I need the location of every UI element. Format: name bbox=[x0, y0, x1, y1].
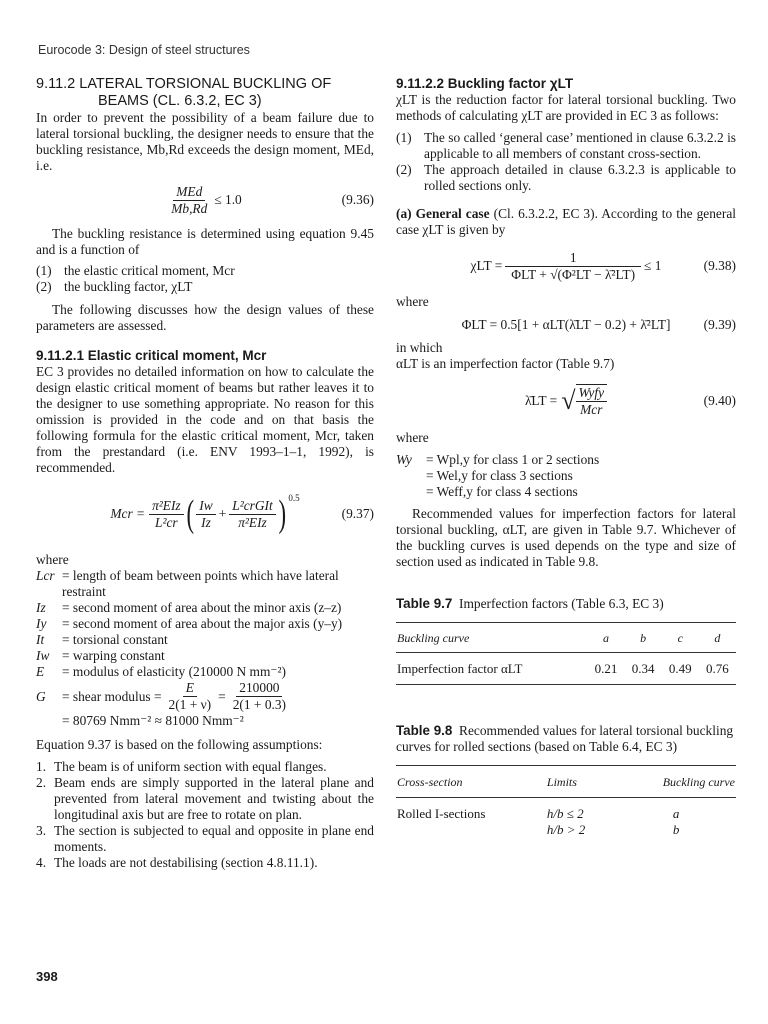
list-item: (1) the elastic critical moment, Mcr bbox=[36, 263, 235, 278]
recommended-values-text: Recommended values for imperfection factors for lateral torsional buckling, αLT, are given in Table 9.7. Whichever of the buckling curves is used depends on the type and size of section used as indicated in Table 9.8. bbox=[396, 506, 736, 569]
subsection-text: EC 3 provides no detailed information on how to calculate the design elastic critical moment of beams but rather leaves it to the designer to use something appropriate. No reason for this omission is provided in the code and on that basis the following formula for the elastic critical moment, Mcr, taken from the prestandard (i.e. ENV 1993–1–1, 1992), is recommended. bbox=[36, 364, 374, 475]
table-header-row: Buckling curve a b c d bbox=[396, 623, 736, 653]
definition-item: Iy = second moment of area about the major axis (y–y) bbox=[36, 616, 343, 631]
buckling-factor-text: χLT is the reduction factor for lateral torsional buckling. Two methods of calculating χLT are provided in EC 3 as follows: bbox=[396, 92, 736, 123]
definitions-list bbox=[36, 568, 374, 729]
shear-modulus-result: = 80769 Nmm⁻² ≈ 81000 Nmm⁻² bbox=[62, 713, 244, 728]
equation-9-38: χLT = $\frac{1}{\text{ΦLT + √(Φ²LT − λ̄²LT)}}$ ≤ 1 (9.38) bbox=[470, 249, 736, 282]
section-title bbox=[36, 76, 374, 110]
eq37-frac2-den: Iz bbox=[201, 514, 211, 530]
table-9-7 bbox=[396, 622, 736, 685]
methods-list bbox=[396, 130, 736, 194]
eq37-frac3-num: L²crGIt bbox=[229, 498, 275, 515]
eq37-number: (9.37) bbox=[341, 506, 374, 521]
table-9-8-caption: Table 9.8 Recommended values for lateral torsional buckling curves for rolled sections (based on Table 6.4, EC 3) bbox=[396, 723, 734, 754]
right-column: 9.11.2.2 Buckling factor χLT χLT is the reduction factor for lateral torsional buckling. Two methods of calculating χLT are provided in EC 3 as follows: (1) The so called ‘general case’ mentioned in clause 6.3.2.2 is applicable to all members of constant cross-section. (2) The approach detailed in clause 6.3.2.3 is applicable to rolled sections only. (a) General case (Cl. 6.3.2.2, EC 3). According to the general case χLT is given by χLT = $\frac{1}{\text{ΦLT + √(Φ²LT − λ̄²LT)}}$ ≤ 1 (9.38) where ΦLT = 0.5[1 + αLT(λ̄LT − 0.2) + λ̄²LT] (9.39) in which αLT is an imperfection factor (Table 9.7) λ̄LT = √ $\frac{\text{Wyfy}}{\text{Mcr}}$ (9.40) where Wy = Wpl,y for class 1 or 2 sections = Wel,y for class 3 sections = Weff,y for class 4 sections Recommended values for imperfection factors for lateral torsional buckling, αLT, are given in Table 9.7. Whichever of the buckling curves is used depends on the type and size of section used as indicated in Table 9.8. Table 9.7 Imperfection factors (Table 6.3, EC 3) Buckling curve a b c d Imperfection factor αLT 0.21 0.34 0.49 0.76 Table 9.8 Recommended values for lateral torsional buckling curves for rolled sections (based on Table 6.4, EC 3) Cross-section Limits Buckling curve Rolled I-sections h/b ≤ 2 h/b > 2 a b bbox=[396, 76, 736, 837]
list-item: 2. Beam ends are simply supported in the lateral plane and prevented from lateral movement and twisting about the longitudinal axis but are free to rotate on plan. bbox=[36, 775, 374, 822]
function-list bbox=[36, 263, 374, 295]
section-title-line1: 9.11.2 LATERAL TORSIONAL BUCKLING OF bbox=[36, 76, 332, 92]
list-item: (1) The so called ‘general case’ mentioned in clause 6.3.2.2 is applicable to all members of constant cross-section. bbox=[396, 130, 736, 161]
table-row: Imperfection factor αLT 0.21 0.34 0.49 0.76 bbox=[396, 653, 736, 685]
paragraph-2: The buckling resistance is determined using equation 9.45 and is a function of bbox=[36, 226, 374, 257]
table-row: Rolled I-sections h/b ≤ 2 h/b > 2 a b bbox=[396, 798, 736, 840]
assumptions-intro: Equation 9.37 is based on the following assumptions: bbox=[36, 737, 323, 752]
equation-9-39: ΦLT = 0.5[1 + αLT(λ̄LT − 0.2) + λ̄²LT] (9.39) bbox=[461, 317, 736, 332]
eq37-lhs: Mcr = bbox=[110, 506, 146, 521]
general-case-heading: (a) General case bbox=[396, 206, 490, 221]
table-9-7-caption: Table 9.7 Imperfection factors (Table 6.3, EC 3) bbox=[396, 596, 664, 611]
eq37-exponent: 0.5 bbox=[288, 493, 300, 503]
table-header-row: Cross-section Limits Buckling curve bbox=[396, 766, 736, 798]
definition-item: Iz = second moment of area about the minor axis (z–z) bbox=[36, 600, 342, 615]
section-title-line2: BEAMS (CL. 6.3.2, EC 3) bbox=[98, 93, 262, 109]
eq36-numerator: MEd bbox=[173, 184, 205, 201]
eq36-relation: ≤ 1.0 bbox=[214, 192, 242, 207]
list-item: (2) The approach detailed in clause 6.3.2.3 is applicable to rolled sections only. bbox=[396, 162, 736, 193]
shear-modulus-item: G = shear modulus = $\frac{E}{2(1 + \nu)}$ = $\frac{210000}{2(1 + 0.3)}$ bbox=[36, 680, 287, 712]
eq37-frac2-num: Iw bbox=[196, 498, 215, 515]
equation-9-40: λ̄LT = √ $\frac{\text{Wyfy}}{\text{Mcr}}$ (9.40) bbox=[524, 385, 736, 417]
eq40-number: (9.40) bbox=[703, 393, 736, 408]
eq36-number: (9.36) bbox=[341, 192, 374, 207]
definition-item: It = torsional constant bbox=[36, 632, 168, 647]
eq38-number: (9.38) bbox=[703, 258, 736, 273]
definition-item: E = modulus of elasticity (210000 N mm⁻²) bbox=[36, 664, 286, 679]
eq36-denominator: Mb,Rd bbox=[171, 200, 208, 216]
eq37-frac3-den: π²EIz bbox=[238, 514, 267, 530]
assumptions-list bbox=[36, 759, 374, 871]
definition-item: Lcr = length of beam between points which have lateral restraint bbox=[36, 568, 339, 599]
running-header: Eurocode 3: Design of steel structures bbox=[38, 43, 250, 57]
paragraph-3: The following discusses how the design values of these parameters are assessed. bbox=[36, 302, 374, 333]
equation-9-37: Mcr = $\frac{\text{π²EIz}}{\text{L²cr}}$ ( $\frac{Iw}{Iz}$ + $\frac{\text{L²crGIt}}{\text{π²EIz}}$ ) $^{0.5}$ (9.37) bbox=[36, 484, 374, 544]
wy-definition: Wy = Wpl,y for class 1 or 2 sections = Wel,y for class 3 sections = Weff,y for class 4 sections bbox=[396, 452, 600, 499]
list-item: 1. The beam is of uniform section with equal flanges. bbox=[36, 759, 327, 774]
subsection-title-9-11-2-2: 9.11.2.2 Buckling factor χLT bbox=[396, 76, 574, 91]
intro-paragraph: In order to prevent the possibility of a beam failure due to lateral torsional buckling, the designer needs to ensure that the buckling resistance, Mb,Rd exceeds the design moment, MEd, i.e. bbox=[36, 110, 374, 173]
alpha-definition: αLT is an imperfection factor (Table 9.7) bbox=[396, 356, 615, 371]
equation-9-36 bbox=[36, 180, 374, 220]
list-item: (2) the buckling factor, χLT bbox=[36, 279, 193, 294]
where-label: where bbox=[36, 552, 69, 567]
table-9-8 bbox=[396, 765, 736, 839]
eq37-frac1-den: L²cr bbox=[155, 514, 178, 530]
eq37-frac1-num: π²EIz bbox=[149, 498, 184, 515]
left-column bbox=[36, 76, 374, 871]
subsection-title-9-11-2-1: 9.11.2.1 Elastic critical moment, Mcr bbox=[36, 348, 267, 363]
definition-item: Iw = warping constant bbox=[36, 648, 165, 663]
list-item: 3. The section is subjected to equal and opposite in plane end moments. bbox=[36, 823, 374, 854]
general-case-paragraph: (a) General case (Cl. 6.3.2.2, EC 3). According to the general case χLT is given by bbox=[396, 206, 736, 237]
page-number: 398 bbox=[36, 969, 58, 984]
eq39-number: (9.39) bbox=[703, 317, 736, 332]
list-item: 4. The loads are not destabilising (section 4.8.11.1). bbox=[36, 855, 318, 870]
